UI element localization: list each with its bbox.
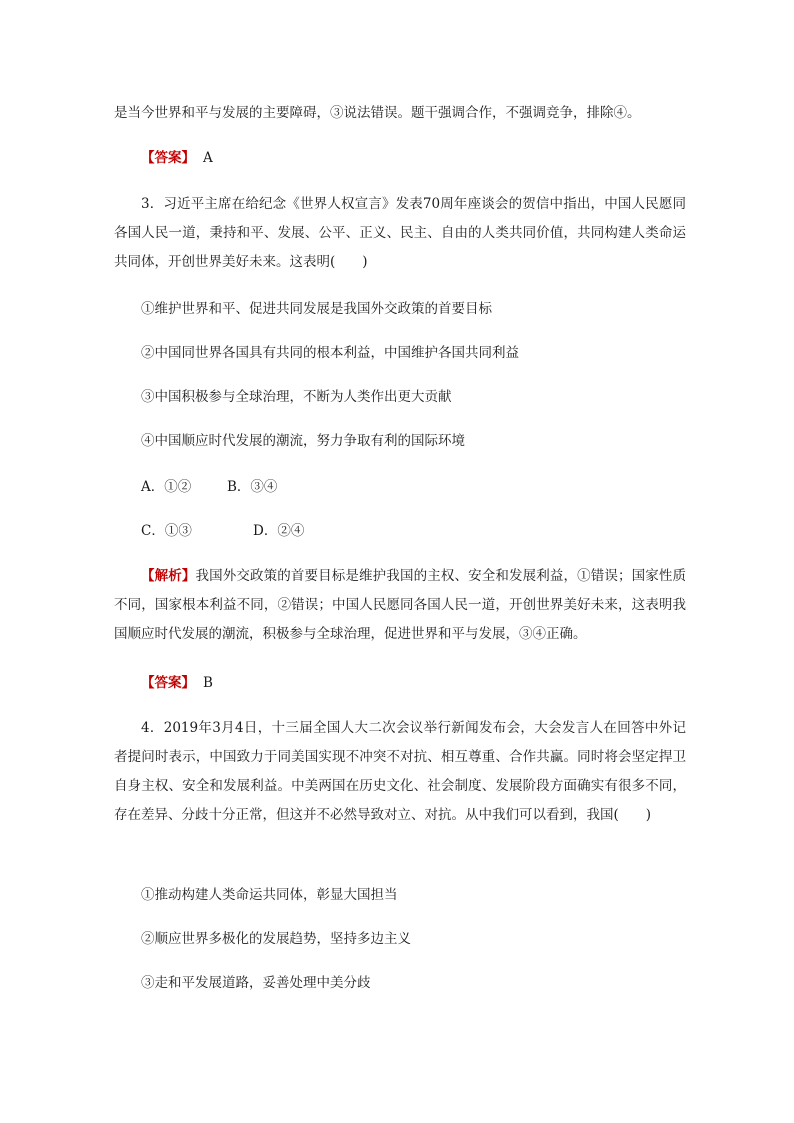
q3-options-row-2 <box>141 521 711 541</box>
q3-analysis-text: 我国外交政策的首要目标是维护我国的主权、安全和发展利益，①错误；国家性质不同，国家根本利益不同，②错误；中国人民愿同各国人民一道，开创世界美好未来，这表明我国顺应时代发展的潮流，积极参与全球治理，促进世界和平与发展，③④正确。 <box>114 568 687 642</box>
q2-answer-line <box>141 148 711 168</box>
q3-options-row-1 <box>141 477 711 497</box>
q3-option-a: A．①② <box>141 479 192 495</box>
q3-statement-1: ①维护世界和平、促进共同发展是我国外交政策的首要目标 <box>141 301 492 317</box>
q3-option-b: B．③④ <box>227 479 278 495</box>
carry-over-line: 是当今世界和平与发展的主要障碍，③说法错误。题干强调合作，不强调竞争，排除④。 <box>114 105 641 121</box>
q2-answer-value: A <box>203 150 213 166</box>
q3-statement-3: ③中国积极参与全球治理，不断为人类作出更大贡献 <box>141 389 452 405</box>
answer-tag: 【答案】 <box>141 675 195 691</box>
q3-option-d: D．②④ <box>253 523 305 539</box>
q4-statement-3: ③走和平发展道路，妥善处理中美分歧 <box>141 975 371 991</box>
q3-statement-4: ④中国顺应时代发展的潮流，努力争取有利的国际环境 <box>141 433 465 449</box>
answer-tag: 【答案】 <box>141 150 195 166</box>
q4-statement-2: ②顺应世界多极化的发展趋势，坚持多边主义 <box>141 931 411 947</box>
q3-option-c: C．①③ <box>141 523 192 539</box>
q4-statement-1: ①推动构建人类命运共同体，彰显大国担当 <box>141 887 398 903</box>
q4-stem: 4．2019年3月4日，十三届全国人大二次会议举行新闻发布会，大会发言人在回答中外记者提问时表示，中国致力于同美国实现不冲突不对抗、相互尊重、合作共赢。同时将会坚定捍卫自身主权、安全和发展利益。中美两国在历史文化、社会制度、发展阶段方面确实有很多不同，存在差异、分歧十分正常，但这并不必然导致对立、对抗。从中我们可以看到，我国( ) <box>114 720 686 823</box>
q3-stem: 3．习近平主席在给纪念《世界人权宣言》发表70周年座谈会的贺信中指出，中国人民愿同各国人民一道，秉持和平、发展、公平、正义、民主、自由的人类共同价值，共同构建人类命运共同体，开创世界美好未来。这表明( ) <box>114 196 686 270</box>
q3-answer-value: B <box>203 675 213 691</box>
analysis-tag: 【解析】 <box>141 568 196 584</box>
q3-analysis <box>114 562 686 649</box>
q3-answer-line <box>141 673 711 693</box>
q3-statement-2: ②中国同世界各国具有共同的根本利益，中国维护各国共同利益 <box>141 345 519 361</box>
